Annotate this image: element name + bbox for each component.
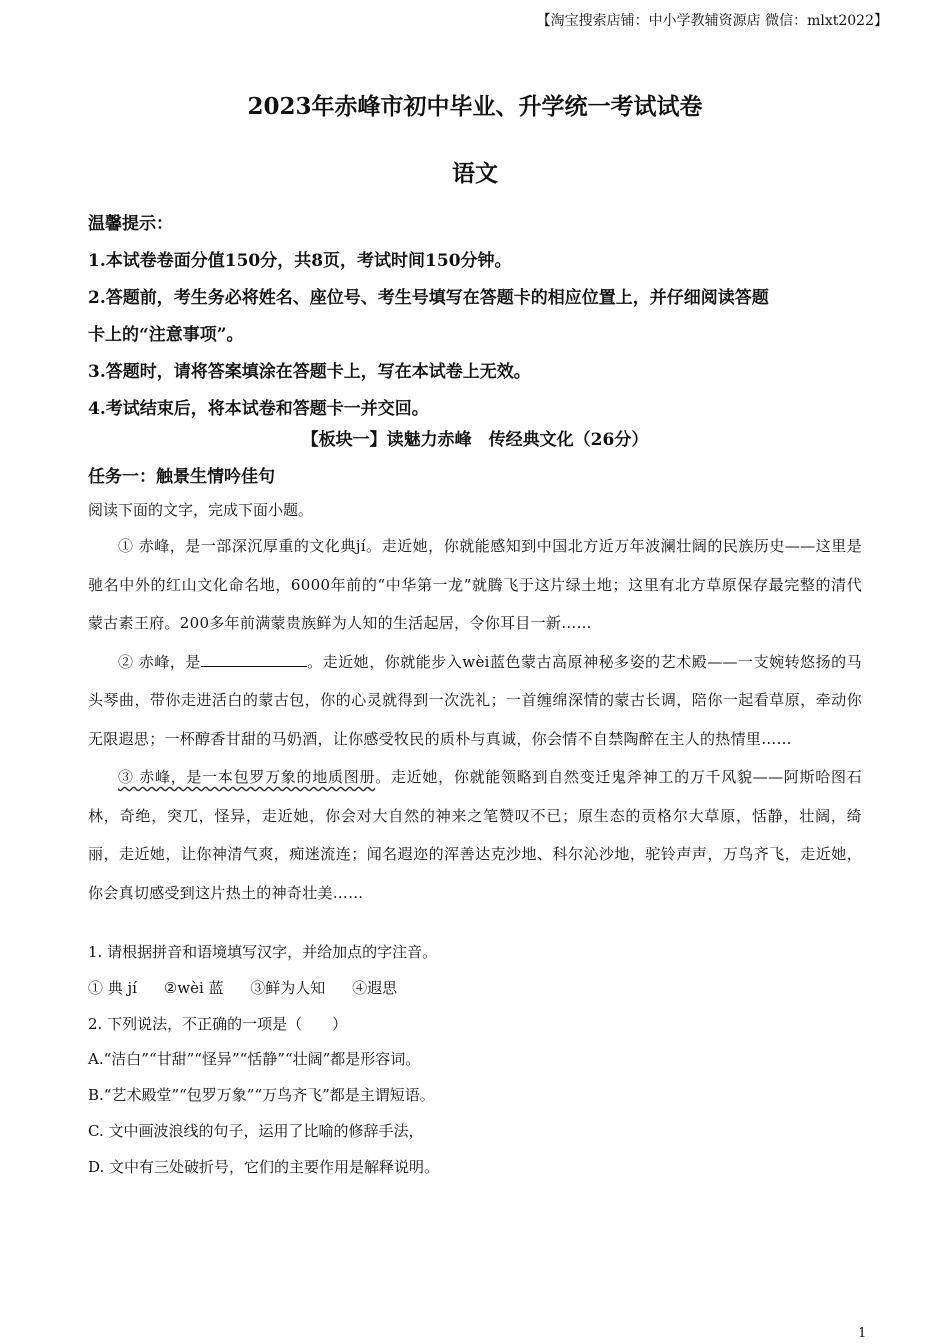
reading-passage — [88, 527, 862, 912]
question-1-items — [88, 971, 868, 1007]
q1-item: ②wèi 蓝 — [163, 978, 224, 997]
wavy-underlined-sentence: ③ 赤峰，是一本包罗万象的地质图册 — [118, 768, 376, 786]
question-2: 2. 下列说法，不正确的一项是（ ） — [88, 1014, 348, 1033]
task-title: 任务一：触景生情吟佳句 — [88, 467, 275, 487]
tips-heading: 温馨提示： — [88, 214, 173, 234]
q1-item: ① 典 jí — [88, 978, 137, 997]
instruction: 阅读下面的文字，完成下面小题。 — [88, 501, 314, 519]
question-1: 1. 请根据拼音和语境填写汉字，并给加点的字注音。 — [88, 943, 438, 961]
questions-section — [88, 935, 868, 1186]
paragraph-2-start: ② 赤峰，是 — [118, 652, 201, 671]
header-note: 【淘宝搜索店铺：中小学教辅资源店 微信：mlxt2022】 — [536, 13, 888, 29]
option-b: B.“艺术殿堂”“包罗万象”“万鸟齐飞”都是主谓短语。 — [88, 1086, 435, 1105]
exam-title: 2023年赤峰市初中毕业、升学统一考试试卷 — [247, 93, 703, 120]
paragraph-2-rest: 。走近她，你就能步入wèi蓝色蒙古高原神秘多姿的艺术殿——一支婉转悠扬的马头琴曲，带你走进活白的蒙古包，你的心灵就得到一次洗礼；一首缠绵深情的蒙古长调，陪你一起看草原，牵动你无限遐思；一杯醇香甘甜的马奶酒，让你感受牧民的质朴与真诚，你会情不自禁陶醉在主人的热情里…… — [88, 652, 862, 748]
paragraph-3-rest: 。走近她，你就能领略到自然变迁鬼斧神工的万千风貌——阿斯哈图石林，奇绝，突兀，怪异，走近她，你会对大自然的神来之笔赞叹不已；原生态的贡格尔大草原，恬静，壮阔，绮丽，走近她，让你神清气爽，痴迷流连；闻名遐迩的浑善达克沙地、科尔沁沙地，驼铃声声，万鸟齐飞，走近她，你会真切感受到这片热土的神奇壮美…… — [88, 768, 862, 902]
tip-item: 3.答题时，请将答案填涂在答题卡上，写在本试卷上无效。 — [88, 362, 531, 382]
q1-item: ③鲜为人知 — [250, 978, 326, 997]
option-a: A.“洁白”“甘甜”“怪异”“恬静”“壮阔”都是形容词。 — [88, 1050, 421, 1069]
tip-item: 4.考试结束后，将本试卷和答题卡一并交回。 — [88, 399, 429, 419]
q1-item: ④遐思 — [352, 978, 398, 997]
passage-paragraph-3 — [88, 758, 862, 912]
module-title: 【板块一】读魅力赤峰 传经典文化（26分） — [301, 430, 649, 450]
tip-item: 卡上的“注意事项”。 — [88, 325, 244, 345]
passage-paragraph-2 — [88, 643, 862, 759]
page-number: 1 — [858, 1326, 867, 1341]
subject-title: 语文 — [452, 160, 498, 187]
fill-blank — [201, 649, 307, 667]
option-c: C. 文中画波浪线的句子，运用了比喻的修辞手法， — [88, 1121, 424, 1140]
tip-item: 1.本试卷卷面分值150分，共8页，考试时间150分钟。 — [88, 251, 512, 271]
tips-section — [88, 206, 878, 428]
option-d: D. 文中有三处破折号，它们的主要作用是解释说明。 — [88, 1157, 440, 1176]
tip-item: 2.答题前，考生务必将姓名、座位号、考生号填写在答题卡的相应位置上，并仔细阅读答题 — [88, 288, 769, 308]
passage-paragraph-1: ① 赤峰，是一部深沉厚重的文化典jí。走近她，你就能感知到中国北方近万年波澜壮阔的民族历史——这里是驰名中外的红山文化命名地，6000年前的“中华第一龙”就腾飞于这片绿土地；这里有北方草原保存最完整的清代蒙古素王府。200多年前满蒙贵族鲜为人知的生活起居，令你耳目一新…… — [88, 537, 862, 632]
